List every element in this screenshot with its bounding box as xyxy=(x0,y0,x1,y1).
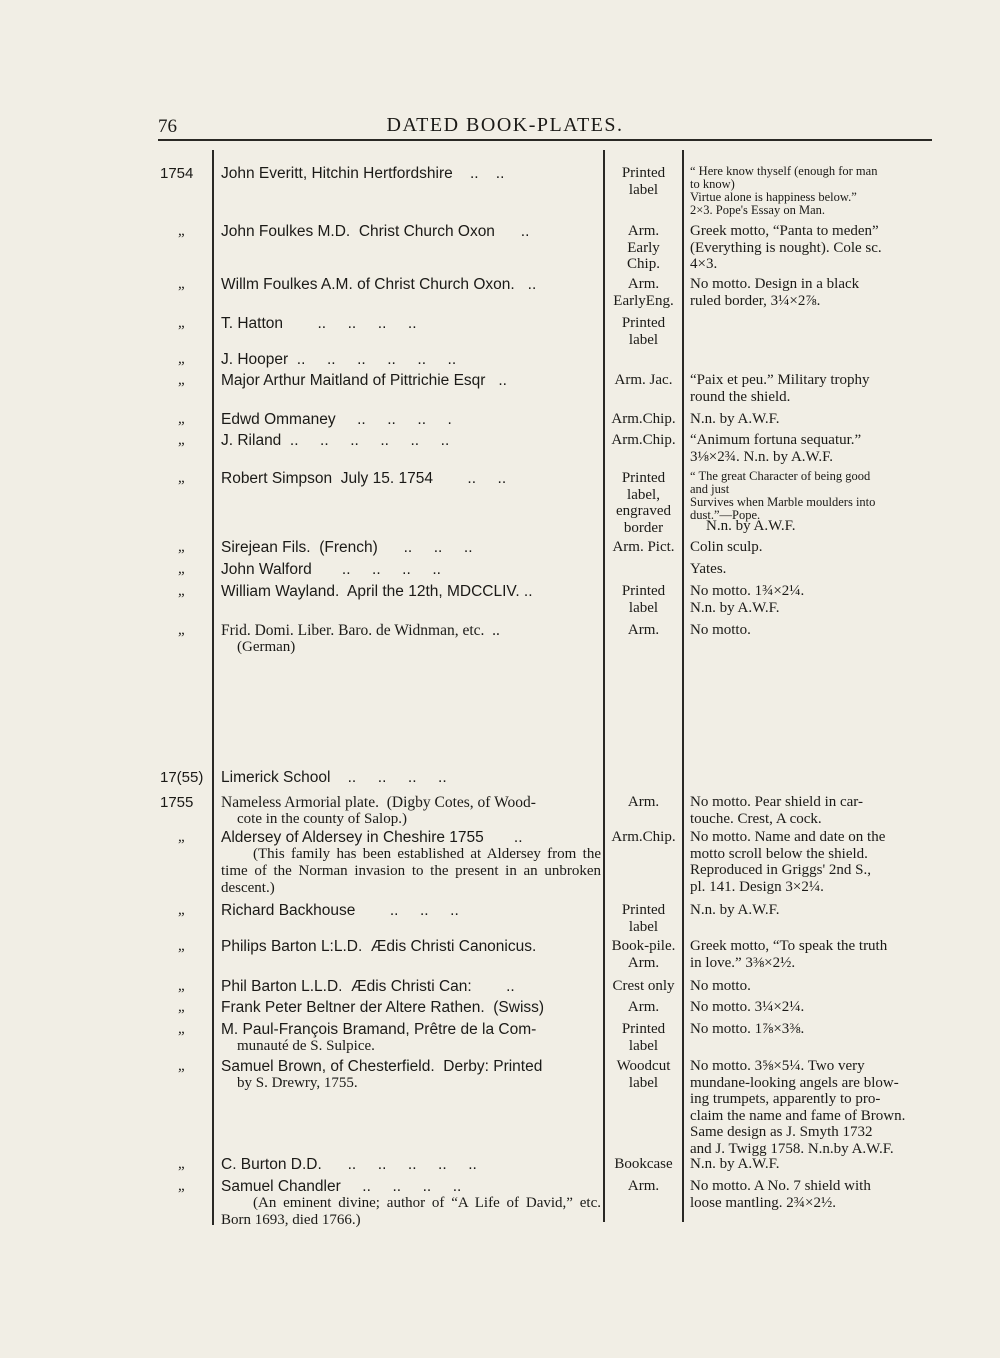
entry-year: „ xyxy=(178,978,186,994)
entry-kind: Arm. Pict. xyxy=(612,539,675,555)
entry-kind: Printed label xyxy=(621,315,666,348)
entry-name xyxy=(221,1058,601,1092)
entry-remark: No motto. Name and date on the motto scroll below the shield. Reproduced in Griggs' 2nd S., pl. 141. Design 3×2¼. xyxy=(690,829,886,895)
entry-kind: Arm. xyxy=(627,794,660,810)
entry-name-text: John Walford .. .. .. .. xyxy=(221,561,441,578)
entry-year: „ xyxy=(178,372,186,388)
entry-year: „ xyxy=(178,902,186,918)
entry-kind: Printed label xyxy=(621,902,666,935)
running-head: DATED BOOK-PLATES. xyxy=(386,114,624,136)
entry-name-text: Philips Barton L:L.D. Ædis Christi Canonicus. xyxy=(221,938,537,955)
entry-name xyxy=(221,794,601,828)
entry-name-text: Frank Peter Beltner der Altere Rathen. (Swiss) xyxy=(221,999,545,1016)
entry-year: „ xyxy=(178,315,186,331)
entry-name xyxy=(221,561,601,578)
entry-year: „ xyxy=(178,622,186,638)
entry-name-continuation: munauté de S. Sulpice. xyxy=(237,1038,375,1054)
entry-remark: “ Here know thyself (enough for man to know) Virtue alone is happiness below.” 2×3. Pope's Essay on Man. xyxy=(690,164,878,217)
entry-year: 1754 xyxy=(160,165,194,182)
head-rule xyxy=(158,139,932,141)
entry-year: „ xyxy=(178,411,186,427)
entry-year: „ xyxy=(178,432,186,448)
entry-remark: No motto. Design in a black ruled border, 3¼×2⅞. xyxy=(690,276,860,309)
entry-name xyxy=(221,622,601,656)
entry-name-text: Willm Foulkes A.M. of Christ Church Oxon. .. xyxy=(221,276,537,293)
entry-kind: Arm.Chip. xyxy=(611,829,676,845)
entry-name-text: J. Riland .. .. .. .. .. .. xyxy=(221,432,450,449)
entry-remark: No motto. A No. 7 shield with loose mantling. 2¾×2½. xyxy=(690,1178,871,1211)
entry-name xyxy=(221,539,601,556)
entry-name xyxy=(221,1178,601,1229)
entry-remark: “Animum fortuna sequatur.” 3⅛×2¾. N.n. by A.W.F. xyxy=(690,432,862,465)
entry-remark: No motto. 3⅝×5¼. Two very mundane-looking angels are blow- ing trumpets, apparently to pro- claim the name and fame of Brown. Same design as J. Smyth 1732 and J. Twigg 1758. N.n.by A.W.F. xyxy=(690,1058,906,1157)
entry-note: (This family has been established at Aldersey from the time of the Norman invasion to the present in an unbroken descent.) xyxy=(221,846,601,896)
entry-remark: Colin sculp. xyxy=(690,539,763,555)
entry-name-continuation: by S. Drewry, 1755. xyxy=(237,1075,358,1091)
entry-name xyxy=(221,165,601,182)
entry-name xyxy=(221,276,601,293)
entry-year: 17(55) xyxy=(160,769,204,786)
entry-name xyxy=(221,470,601,487)
entry-kind: Arm. EarlyEng. xyxy=(613,276,674,309)
entry-remark: Greek motto, “Panta to meden” (Everything is nought). Cole sc. 4×3. xyxy=(690,223,882,272)
entry-remark: No motto. 1⅞×3⅜. xyxy=(690,1021,805,1037)
entry-kind: Arm. Jac. xyxy=(614,372,673,388)
entry-year: „ xyxy=(178,1178,186,1194)
entry-name-text: Robert Simpson July 15. 1754 .. .. xyxy=(221,470,507,487)
entry-remark: No motto. Pear shield in car- touche. Crest, A cock. xyxy=(690,794,863,827)
entry-name-text: John Foulkes M.D. Christ Church Oxon .. xyxy=(221,223,530,240)
entry-remark: Greek motto, “To speak the truth in love.” 3⅜×2½. xyxy=(690,938,888,971)
entry-kind: Book-pile. Arm. xyxy=(611,938,676,971)
entry-remark: N.n. by A.W.F. xyxy=(690,902,780,918)
entry-year: „ xyxy=(178,561,186,577)
entry-name-text: Samuel Chandler .. .. .. .. xyxy=(221,1178,462,1195)
entry-kind: Arm.Chip. xyxy=(611,432,676,448)
remark-credit: N.n. by A.W.F. xyxy=(706,518,796,534)
entry-name-text: Nameless Armorial plate. (Digby Cotes, of Wood- xyxy=(221,794,536,811)
entry-kind: Arm.Chip. xyxy=(611,411,676,427)
entry-remark: “ The great Character of being good and just Survives when Marble moulders into dust.”—Pope. xyxy=(690,469,876,522)
entry-name xyxy=(221,1156,601,1173)
entry-name-text: Samuel Brown, of Chesterfield. Derby: Printed xyxy=(221,1058,543,1075)
entry-year: „ xyxy=(178,470,186,486)
entry-name-text: M. Paul-François Bramand, Prêtre de la Com- xyxy=(221,1021,537,1038)
entry-name-text: Limerick School .. .. .. .. xyxy=(221,769,447,786)
entry-name xyxy=(221,978,601,995)
entry-name xyxy=(221,902,601,919)
entry-name xyxy=(221,223,601,240)
entry-remark: No motto. xyxy=(690,622,751,638)
entry-name-text: Phil Barton L.L.D. Ædis Christi Can: .. xyxy=(221,978,515,995)
entry-name-text: Aldersey of Aldersey in Cheshire 1755 .. xyxy=(221,829,523,846)
entry-year: „ xyxy=(178,1021,186,1037)
page-number: 76 xyxy=(158,116,177,137)
entry-name-text: Major Arthur Maitland of Pittrichie Esqr .. xyxy=(221,372,507,389)
entry-name-text: Richard Backhouse .. .. .. xyxy=(221,902,459,919)
entry-remark: No motto. 1¾×2¼. N.n. by A.W.F. xyxy=(690,583,805,616)
entry-name xyxy=(221,372,601,389)
entry-year: „ xyxy=(178,999,186,1015)
entry-name-continuation: (German) xyxy=(237,639,296,655)
entry-kind: Arm. Early Chip. xyxy=(627,223,660,272)
entry-name-text: William Wayland. April the 12th, MDCCLIV. .. xyxy=(221,583,533,600)
entry-kind: Arm. xyxy=(627,622,660,638)
entry-name xyxy=(221,999,601,1016)
entry-year: „ xyxy=(178,583,186,599)
entry-remark: No motto. 3¼×2¼. xyxy=(690,999,805,1015)
entry-year: „ xyxy=(178,276,186,292)
entry-kind: Arm. xyxy=(627,1178,660,1194)
entry-year: 1755 xyxy=(160,794,194,811)
entry-name xyxy=(221,315,601,332)
column-rule-year xyxy=(212,150,214,1225)
entry-year: „ xyxy=(178,938,186,954)
entry-remark: N.n. by A.W.F. xyxy=(690,1156,780,1172)
entry-name-text: Frid. Domi. Liber. Baro. de Widnman, etc. .. xyxy=(221,622,500,639)
entry-remark: Yates. xyxy=(690,561,727,577)
entry-remark: N.n. by A.W.F. xyxy=(690,411,780,427)
entry-kind: Bookcase xyxy=(614,1156,673,1172)
entry-name xyxy=(221,1021,601,1055)
entry-kind: Arm. xyxy=(627,999,660,1015)
entry-name xyxy=(221,769,601,786)
entry-name-text: John Everitt, Hitchin Hertfordshire .. .. xyxy=(221,165,505,182)
entry-name-text: Edwd Ommaney .. .. .. . xyxy=(221,411,452,428)
entry-name-text: C. Burton D.D. .. .. .. .. .. xyxy=(221,1156,477,1173)
entry-name xyxy=(221,411,601,428)
entry-name-text: T. Hatton .. .. .. .. xyxy=(221,315,417,332)
entry-name-text: Sirejean Fils. (French) .. .. .. xyxy=(221,539,473,556)
entry-name-text: J. Hooper .. .. .. .. .. .. xyxy=(221,351,457,368)
entry-kind: Woodcut label xyxy=(616,1058,671,1091)
entry-kind: Printed label xyxy=(621,165,666,198)
entry-kind: Printed label xyxy=(621,583,666,616)
entry-year: „ xyxy=(178,539,186,555)
entry-remark: No motto. xyxy=(690,978,751,994)
entry-name xyxy=(221,583,601,600)
entry-kind: Crest only xyxy=(612,978,675,994)
entry-kind: Printed label, engraved border xyxy=(616,470,671,536)
entry-year: „ xyxy=(178,829,186,845)
entry-name xyxy=(221,829,601,897)
entry-year: „ xyxy=(178,1058,186,1074)
entry-name xyxy=(221,938,601,955)
entry-name xyxy=(221,351,601,368)
entry-note: (An eminent divine; author of “A Life of David,” etc. Born 1693, died 1766.) xyxy=(221,1195,601,1228)
entry-name xyxy=(221,432,601,449)
entry-year: „ xyxy=(178,1156,186,1172)
entry-name-continuation: cote in the county of Salop.) xyxy=(237,811,407,827)
entry-year: „ xyxy=(178,223,186,239)
entry-year: „ xyxy=(178,351,186,367)
entry-remark: “Paix et peu.” Military trophy round the shield. xyxy=(690,372,870,405)
entry-kind: Printed label xyxy=(621,1021,666,1054)
